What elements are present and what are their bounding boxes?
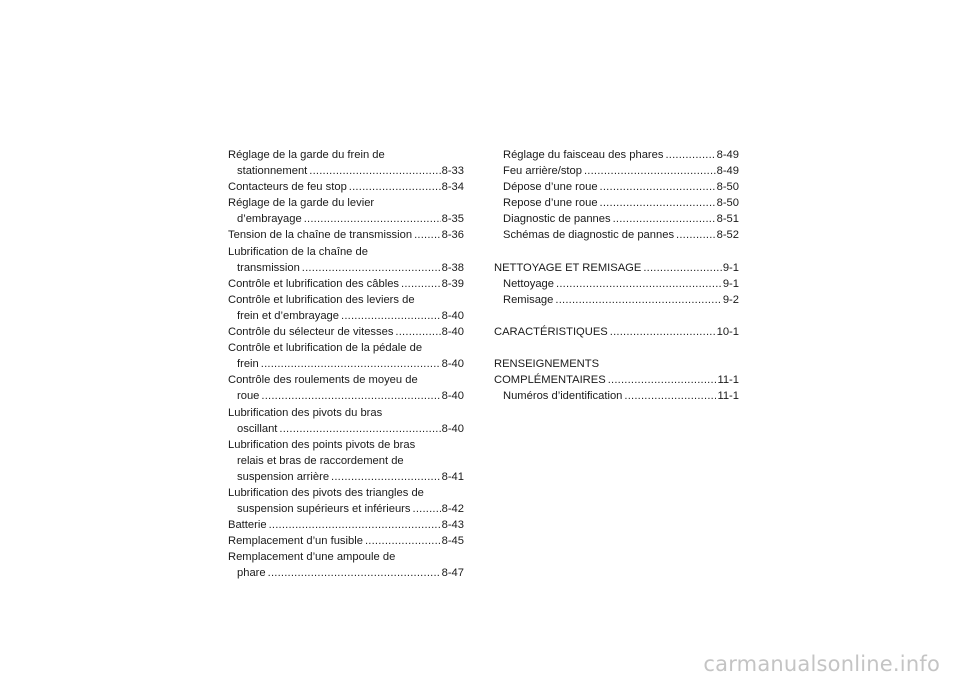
toc-left-column: [228, 147, 464, 582]
page-number: 8-49: [716, 165, 739, 178]
page-number: 8-38: [441, 261, 464, 274]
page-number: 8-51: [716, 213, 739, 226]
toc-entry[interactable]: [228, 324, 464, 340]
section-title: COMPLÉMENTAIRES: [494, 374, 606, 387]
entry-title: frein: [237, 358, 259, 371]
page-number: 8-41: [441, 470, 464, 483]
entry-title: Schémas de diagnostic de pannes: [503, 229, 675, 242]
entry-title: Remisage: [503, 293, 554, 306]
page-number: 8-49: [716, 149, 739, 161]
toc-section-renseignements[interactable]: [494, 356, 739, 388]
toc-entry[interactable]: [228, 195, 464, 227]
entry-title: suspension supérieurs et inférieurs: [237, 503, 411, 516]
page-number: 11-1: [717, 374, 739, 387]
toc-group-nettoyage: [494, 276, 739, 308]
entry-title: Contrôle et lubrification des leviers de: [228, 293, 415, 306]
page-number: 8-40: [441, 309, 464, 322]
section-title: RENSEIGNEMENTS: [494, 357, 600, 370]
entry-title: relais et bras de raccordement de: [237, 454, 404, 467]
toc-entry[interactable]: [228, 405, 464, 437]
page-number: 9-2: [722, 293, 739, 306]
toc-entry[interactable]: [228, 437, 464, 485]
entry-title: Contrôle et lubrification des câbles: [228, 277, 400, 290]
toc-entry[interactable]: [228, 372, 464, 404]
page-number: 8-35: [441, 213, 464, 226]
toc-entry[interactable]: [494, 163, 739, 179]
entry-title: d’embrayage: [237, 213, 302, 226]
watermark: carmanualsonline.info: [703, 652, 940, 676]
page-number: 8-40: [441, 358, 464, 371]
page-number: 9-1: [722, 261, 739, 274]
entry-title: Remplacement d’une ampoule de: [228, 551, 396, 564]
toc-entry[interactable]: [228, 517, 464, 533]
entry-title: Repose d’une roue: [503, 197, 598, 210]
page-number: 8-52: [716, 229, 739, 242]
toc-entry[interactable]: [494, 292, 739, 308]
section-title: NETTOYAGE ET REMISAGE: [494, 261, 642, 274]
toc-section-caracteristiques[interactable]: [494, 324, 739, 340]
toc-entry[interactable]: [228, 276, 464, 292]
entry-title: stationnement: [237, 165, 308, 178]
entry-title: Lubrification de la chaîne de: [228, 245, 368, 258]
toc-entry[interactable]: [228, 485, 464, 517]
page-number: 8-40: [441, 326, 464, 339]
page-number: 8-36: [441, 229, 464, 242]
entry-title: Batterie: [228, 519, 267, 532]
page-number: 8-50: [716, 197, 739, 210]
page-number: 8-50: [716, 181, 739, 194]
entry-title: Contrôle du sélecteur de vitesses: [228, 326, 394, 339]
page-number: 8-40: [441, 422, 464, 435]
toc-entry[interactable]: [228, 244, 464, 276]
toc-entry[interactable]: [494, 211, 739, 227]
entry-title: Lubrification des points pivots de bras: [228, 438, 416, 451]
page-number: 8-43: [441, 519, 464, 532]
toc-section-nettoyage[interactable]: [494, 260, 739, 276]
toc-group-renseignements: [494, 388, 739, 404]
page-number: 8-47: [441, 567, 464, 580]
entry-title: phare: [237, 567, 266, 580]
entry-title: Contacteurs de feu stop: [228, 181, 347, 194]
entry-title: Nettoyage: [503, 277, 554, 290]
entry-title: Contrôle des roulements de moyeu de: [228, 374, 418, 387]
page-number: 11-1: [717, 390, 739, 403]
toc-entry[interactable]: [228, 549, 464, 581]
toc-entry[interactable]: [494, 276, 739, 292]
entry-title: Remplacement d’un fusible: [228, 535, 363, 548]
entry-title: frein et d’embrayage: [237, 309, 339, 322]
entry-title: suspension arrière: [237, 470, 330, 483]
toc-entry[interactable]: [494, 179, 739, 195]
toc-entry[interactable]: [494, 227, 739, 243]
section-title: CARACTÉRISTIQUES: [494, 325, 608, 338]
entry-title: Diagnostic de pannes: [503, 213, 611, 226]
toc-entry[interactable]: [228, 533, 464, 549]
entry-title: oscillant: [237, 422, 278, 435]
page-number: 8-40: [441, 390, 464, 403]
entry-title: Lubrification des pivots des triangles de: [228, 486, 424, 499]
toc-entry[interactable]: [228, 227, 464, 243]
page-number: 10-1: [716, 325, 739, 338]
toc-entry[interactable]: [494, 388, 739, 404]
entry-title: Numéros d’identification: [503, 390, 623, 403]
toc-group-maintenance: [494, 147, 739, 244]
entry-title: Réglage de la garde du frein de: [228, 149, 385, 161]
entry-title: transmission: [237, 261, 300, 274]
entry-title: Feu arrière/stop: [503, 165, 582, 178]
entry-title: Réglage du faisceau des phares: [503, 149, 664, 161]
page-number: 8-39: [441, 277, 464, 290]
entry-title: Dépose d’une roue: [503, 181, 598, 194]
entry-title: Contrôle et lubrification de la pédale de: [228, 342, 423, 355]
toc-entry[interactable]: [494, 147, 739, 163]
entry-title: Réglage de la garde du levier: [228, 197, 375, 210]
toc-entry[interactable]: [228, 292, 464, 324]
page-number: 8-45: [441, 535, 464, 548]
toc-entry[interactable]: [228, 179, 464, 195]
toc-entry[interactable]: [494, 195, 739, 211]
toc-entry[interactable]: [228, 340, 464, 372]
page-number: 8-33: [441, 165, 464, 178]
entry-title: Tension de la chaîne de transmission: [228, 229, 413, 242]
entry-title: roue: [237, 390, 260, 403]
page-number: 8-34: [441, 181, 464, 194]
toc-entry[interactable]: [228, 147, 464, 179]
entry-title: Lubrification des pivots du bras: [228, 406, 383, 419]
toc-right-column: [494, 147, 739, 404]
page-number: 8-42: [441, 503, 464, 516]
page-number: 9-1: [722, 277, 739, 290]
